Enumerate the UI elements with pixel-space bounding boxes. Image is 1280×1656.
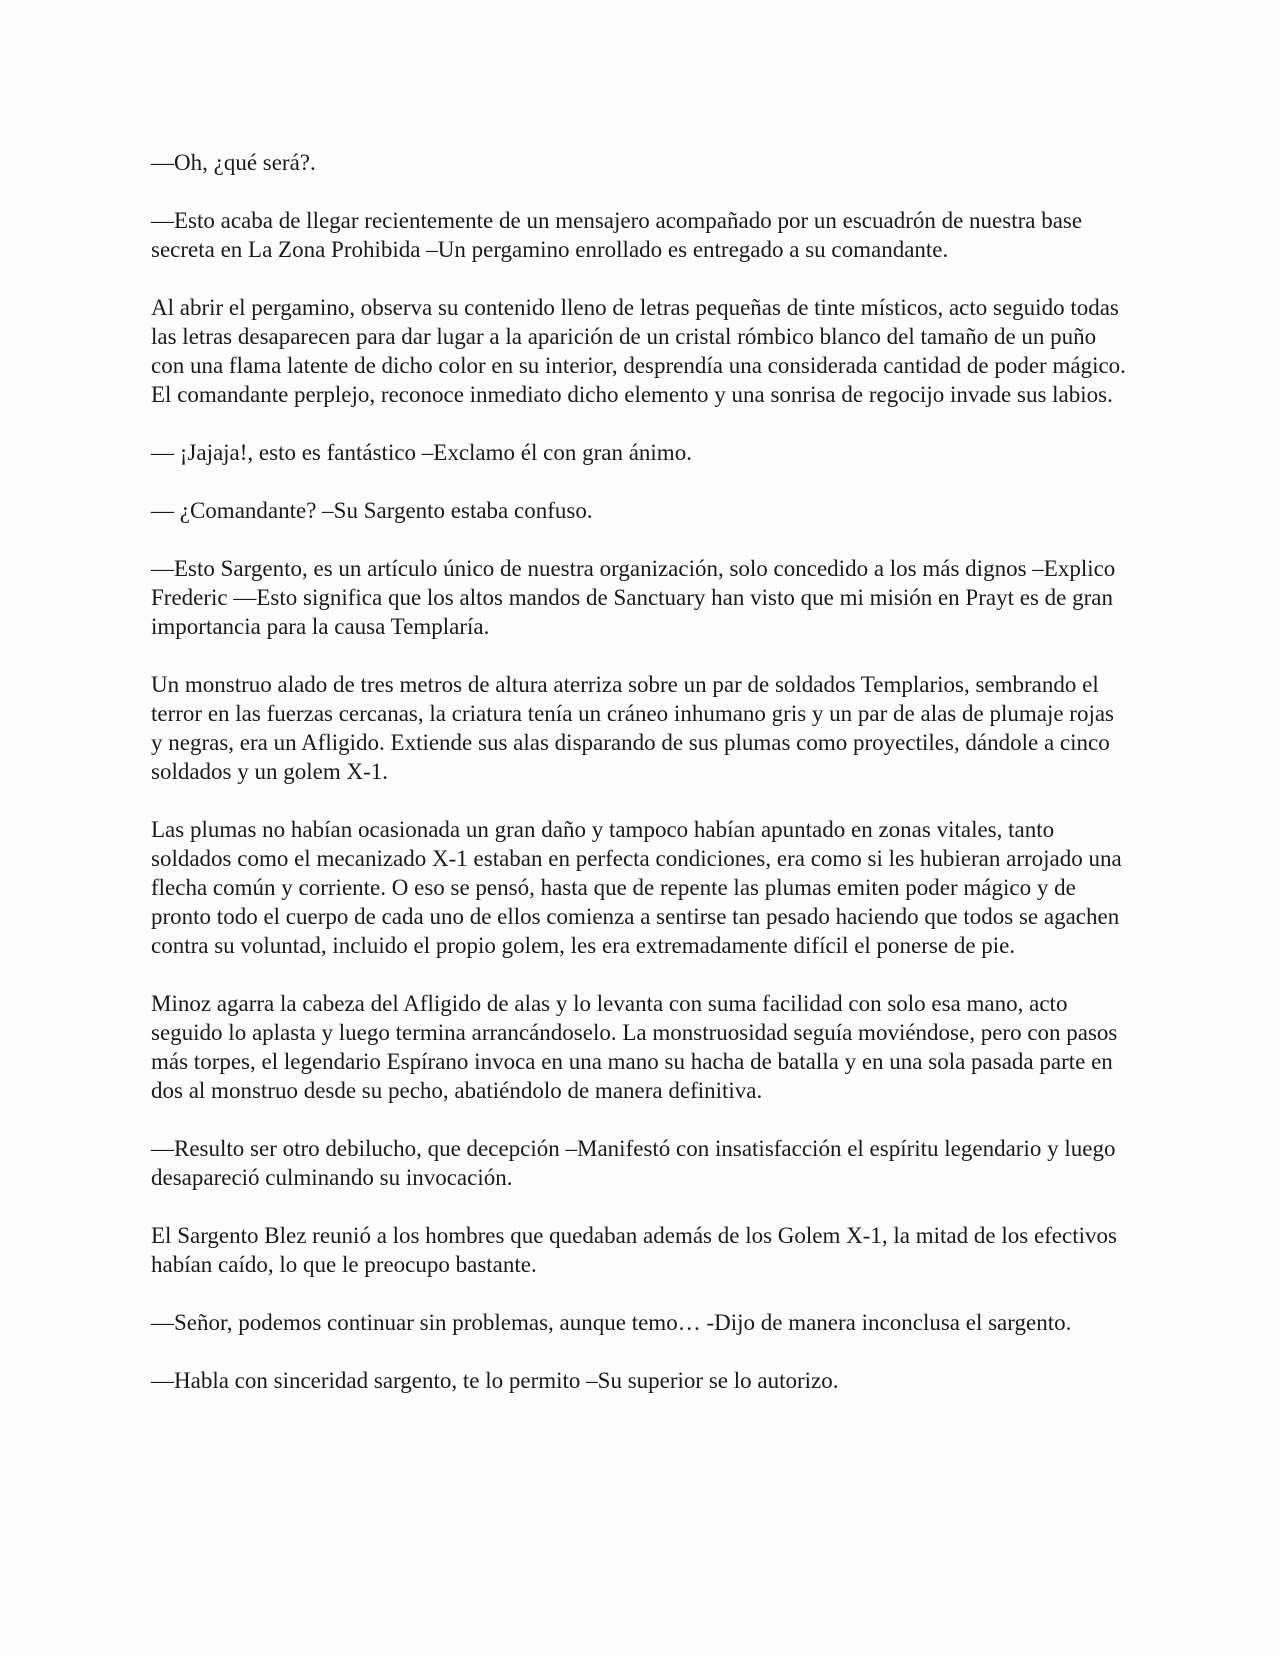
paragraph: Minoz agarra la cabeza del Afligido de alas y lo levanta con suma facilidad con solo esa mano, acto seguido lo aplasta y luego termina arrancándoselo. La monstruosidad seguía moviéndose, pero con pasos más torpes, el legendario Espírano invoca en una mano su hacha de batalla y en una sola pasada parte en dos al monstruo desde su pecho, abatiéndolo de manera definitiva.	[151, 991, 1118, 1103]
paragraph: Al abrir el pergamino, observa su contenido lleno de letras pequeñas de tinte místicos, acto seguido todas las letras desaparecen para dar lugar a la aparición de un cristal rómbico blanco del tamaño de un puño con una flama latente de dicho color en su interior, desprendía una considerada cantidad de poder mágico. El comandante perplejo, reconoce inmediato dicho elemento y una sonrisa de regocijo invade sus labios.	[151, 295, 1126, 407]
paragraph: El Sargento Blez reunió a los hombres que quedaban además de los Golem X-1, la mitad de los efectivos habían caído, lo que le preocupo bastante.	[151, 1223, 1117, 1277]
paragraph: Un monstruo alado de tres metros de altura aterriza sobre un par de soldados Templarios, sembrando el terror en las fuerzas cercanas, la criatura tenía un cráneo inhumano gris y un par de alas de plumaje rojas y negras, era un Afligido. Extiende sus alas disparando de sus plumas como proyectiles, dándole a cinco soldados y un golem X-1.	[151, 672, 1115, 784]
paragraph: — ¡Jajaja!, esto es fantástico –Exclamo él con gran ánimo.	[151, 440, 692, 465]
paragraph: —Resulto ser otro debilucho, que decepción –Manifestó con insatisfacción el espíritu legendario y luego desapareció culminando su invocación.	[151, 1136, 1116, 1190]
paragraph: —Esto acaba de llegar recientemente de un mensajero acompañado por un escuadrón de nuestra base secreta en La Zona Prohibida –Un pergamino enrollado es entregado a su comandante.	[151, 208, 1083, 262]
paragraph: Las plumas no habían ocasionada un gran daño y tampoco habían apuntado en zonas vitales, tanto soldados como el mecanizado X-1 estaban en perfecta condiciones, era como si les hubieran arrojado una flecha común y corriente. O eso se pensó, hasta que de repente las plumas emiten poder mágico y de pronto todo el cuerpo de cada uno de ellos comienza a sentirse tan pesado haciendo que todos se agachen contra su voluntad, incluido el propio golem, les era extremadamente difícil el ponerse de pie.	[151, 817, 1122, 958]
paragraph: —Señor, podemos continuar sin problemas, aunque temo… -Dijo de manera inconclusa el sargento.	[151, 1310, 1072, 1335]
paragraph: —Habla con sinceridad sargento, te lo permito –Su superior se lo autorizo.	[151, 1368, 839, 1393]
paragraph: —Esto Sargento, es un artículo único de nuestra organización, solo concedido a los más dignos –Explico Frederic —Esto significa que los altos mandos de Sanctuary han visto que mi misión en Prayt es de gran importancia para la causa Templaría.	[151, 556, 1116, 639]
paragraph: —Oh, ¿qué será?.	[151, 150, 316, 175]
paragraph: — ¿Comandante? –Su Sargento estaba confuso.	[151, 498, 593, 523]
